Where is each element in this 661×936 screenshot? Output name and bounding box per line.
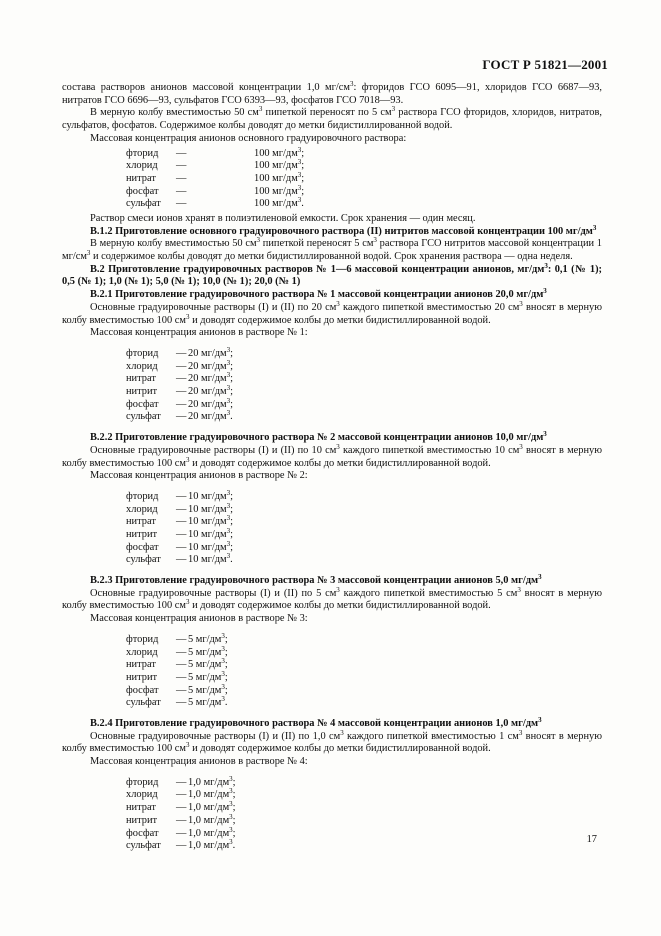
- concentration-value: 5 $мг/дм^3$;: [188, 631, 228, 645]
- anion-name: сульфат: [126, 411, 161, 423]
- list-item: [126, 669, 602, 685]
- concentration-value: 100 $мг/дм^3$;: [254, 158, 305, 172]
- concentration-list: [126, 345, 602, 424]
- concentration-value: 1,0 $мг/дм^3$;: [188, 812, 236, 826]
- anion-name: нитрит: [126, 528, 158, 540]
- anion-name: фосфат: [126, 827, 159, 839]
- dash: —: [176, 411, 187, 423]
- anion-name: сульфат: [126, 840, 161, 852]
- list-item: [126, 516, 602, 529]
- dash: —: [176, 160, 187, 172]
- dash: —: [176, 490, 187, 502]
- document-header: ГОСТ Р 51821—2001: [482, 57, 608, 72]
- list-item: [126, 526, 602, 542]
- anion-name: фосфат: [126, 398, 159, 410]
- section-heading: В.2 Приготовление градуировочных растворов № 1—6 массовой концентрации анионов, $мг/дм^3$: 0,1 (№ 1); 0,5 (№ 1); 1,0 (№ 1); 5,0 (№ 1); 10,0 (№ 1); 20,0 (№ 1): [62, 261, 602, 288]
- concentration-value: 10 $мг/дм^3$;: [188, 514, 233, 528]
- list-item: [126, 697, 602, 710]
- paragraph: Основные градуировочные растворы (I) и (II) по 20 $см^3$ каждого пипеткой вместимостью 20 $см^3$ вносят в мерную колбу вместимостью 100 $см^3$ и доводят содержимое колбы до метки бидистиллированной водой.: [62, 299, 602, 326]
- dash: —: [176, 659, 187, 671]
- list-item: [126, 644, 602, 660]
- list-item: [126, 411, 602, 424]
- dash: —: [176, 554, 187, 566]
- dash: —: [176, 541, 187, 553]
- section-heading: В.2.4 Приготовление градуировочного раствора № 4 массовой концентрации анионов 1,0 $мг/дм^3$: [90, 715, 542, 729]
- concentration-value: 1,0 $мг/дм^3$;: [188, 787, 236, 801]
- paragraph: Раствор смеси ионов хранят в полиэтиленовой емкости. Срок хранения — один месяц.: [90, 212, 476, 224]
- anion-name: фторид: [126, 147, 159, 159]
- concentration-value: 1,0 $мг/дм^3$;: [188, 800, 236, 814]
- dash: —: [176, 789, 187, 801]
- list-item: [126, 554, 602, 567]
- anion-name: фторид: [126, 776, 159, 788]
- dash: —: [176, 633, 187, 645]
- page-number: 17: [586, 834, 597, 845]
- list-item: [126, 631, 602, 647]
- list-item: [126, 789, 602, 802]
- concentration-value: 1,0 $мг/дм^3$;: [188, 825, 236, 839]
- anion-name: фторид: [126, 347, 159, 359]
- dash: —: [176, 776, 187, 788]
- paragraph: Основные градуировочные растворы (I) и (II) по 5 $см^3$ каждого пипеткой вместимостью 5 $см^3$ вносят в мерную колбу вместимостью 100 $см^3$ и доводят содержимое колбы до метки бидистиллированной водой.: [62, 585, 602, 612]
- dash: —: [176, 347, 187, 359]
- list-item: [126, 840, 602, 853]
- dash: —: [176, 827, 187, 839]
- anion-name: нитрат: [126, 659, 156, 671]
- concentration-value: 10 $мг/дм^3$.: [188, 552, 233, 566]
- paragraph: Массовая концентрация анионов в растворе № 4:: [90, 756, 308, 768]
- anion-name: нитрат: [126, 373, 156, 385]
- concentration-value: 10 $мг/дм^3$;: [188, 526, 233, 540]
- concentration-value: 100 $мг/дм^3$;: [254, 183, 305, 197]
- section-heading: В.1.2 Приготовление основного градуировочного раствора (II) нитритов массовой концентрации 100 $мг/дм^3$: [90, 223, 597, 237]
- concentration-value: 20 $мг/дм^3$;: [188, 384, 233, 398]
- list-item: [126, 345, 602, 361]
- anion-name: фосфат: [126, 684, 159, 696]
- concentration-value: 20 $мг/дм^3$;: [188, 345, 233, 359]
- list-item: [126, 170, 602, 186]
- list-item: [126, 825, 602, 841]
- anion-name: сульфат: [126, 198, 161, 210]
- paragraph: Массовая концентрация анионов основного градуировочного раствора:: [90, 132, 407, 144]
- anion-name: фторид: [126, 490, 159, 502]
- dash: —: [176, 684, 187, 696]
- concentration-value: 1,0 $мг/дм^3$.: [188, 838, 236, 852]
- paragraph: Основные градуировочные растворы (I) и (II) по 1,0 $см^3$ каждого пипеткой вместимостью 1 $см^3$ вносят в мерную колбу вместимостью 100 $см^3$ и доводят содержимое колбы до метки бидистиллированной водой.: [62, 728, 603, 755]
- paragraph: Основные градуировочные растворы (I) и (II) по 10 $см^3$ каждого пипеткой вместимостью 10 $см^3$ вносят в мерную колбу вместимостью 100 $см^3$ и доводят содержимое колбы до метки бидистиллированной водой.: [62, 442, 602, 469]
- concentration-list: [126, 774, 602, 853]
- concentration-value: 20 $мг/дм^3$;: [188, 371, 233, 385]
- concentration-value: 5 $мг/дм^3$;: [188, 644, 228, 658]
- dash: —: [176, 360, 187, 372]
- concentration-value: 10 $мг/дм^3$;: [188, 488, 233, 502]
- anion-name: сульфат: [126, 697, 161, 709]
- dash: —: [176, 172, 187, 184]
- list-item: [126, 358, 602, 374]
- anion-name: хлорид: [126, 646, 158, 658]
- list-item: [126, 774, 602, 790]
- anion-name: фосфат: [126, 185, 159, 197]
- list-item: [126, 488, 602, 504]
- concentration-value: 5 $мг/дм^3$;: [188, 682, 228, 696]
- list-item: [126, 501, 602, 517]
- concentration-value: 100 $мг/дм^3$;: [254, 170, 305, 184]
- section-heading: В.2.1 Приготовление градуировочного раствора № 1 массовой концентрации анионов 20,0 $мг/дм^3$: [90, 287, 547, 301]
- dash: —: [176, 147, 187, 159]
- list-item: [126, 386, 602, 399]
- dash: —: [176, 646, 187, 658]
- paragraph: В мерную колбу вместимостью 50 $см^3$ пипеткой переносят по 5 $см^3$ раствора ГСО фторидов, хлоридов, нитратов, сульфатов, фосфатов. Содержимое колбы доводят до метки бидистиллированной водой.: [62, 105, 602, 132]
- concentration-list: [126, 631, 602, 710]
- dash: —: [176, 185, 187, 197]
- concentration-value: 1,0 $мг/дм^3$;: [188, 774, 236, 788]
- dash: —: [176, 373, 187, 385]
- list-item: [126, 183, 602, 199]
- concentration-value: 20 $мг/дм^3$;: [188, 358, 233, 372]
- list-item: [126, 659, 602, 672]
- anion-name: хлорид: [126, 789, 158, 801]
- anion-name: нитрат: [126, 516, 156, 528]
- anion-name: фосфат: [126, 541, 159, 553]
- anion-name: нитрат: [126, 802, 156, 814]
- list-item: [126, 802, 602, 815]
- list-item: [126, 145, 602, 161]
- list-item: [126, 682, 602, 698]
- dash: —: [176, 528, 187, 540]
- dash: —: [176, 516, 187, 528]
- anion-name: нитрит: [126, 814, 158, 826]
- list-item: [126, 198, 602, 211]
- anion-name: нитрат: [126, 172, 156, 184]
- anion-name: хлорид: [126, 360, 158, 372]
- dash: —: [176, 398, 187, 410]
- list-item: [126, 160, 602, 173]
- dash: —: [176, 814, 187, 826]
- concentration-value: 20 $мг/дм^3$;: [188, 396, 233, 410]
- anion-name: хлорид: [126, 160, 158, 172]
- concentration-value: 20 $мг/дм^3$.: [188, 409, 233, 423]
- dash: —: [176, 503, 187, 515]
- dash: —: [176, 840, 187, 852]
- concentration-value: 100 $мг/дм^3$;: [254, 145, 305, 159]
- paragraph: состава растворов анионов массовой концентрации 1,0 $мг/см^3$: фторидов ГСО 6095—91, хлоридов ГСО 6687—93, нитратов ГСО 6696—93, сульфатов ГСО 6393—93, фосфатов ГСО 7018—93.: [62, 80, 602, 106]
- concentration-list: [126, 488, 602, 567]
- anion-name: фторид: [126, 633, 159, 645]
- concentration-value: 10 $мг/дм^3$;: [188, 501, 233, 515]
- anion-name: нитрит: [126, 671, 158, 683]
- anion-name: нитрит: [126, 386, 158, 398]
- anion-name: сульфат: [126, 554, 161, 566]
- dash: —: [176, 671, 187, 683]
- dash: —: [176, 697, 187, 709]
- dash: —: [176, 198, 187, 210]
- list-item: [126, 396, 602, 412]
- concentration-list: [126, 145, 602, 211]
- section-heading: В.2.2 Приготовление градуировочного раствора № 2 массовой концентрации анионов 10,0 $мг/дм^3$: [90, 430, 547, 444]
- concentration-value: 100 $мг/дм^3$.: [254, 196, 304, 210]
- dash: —: [176, 386, 187, 398]
- anion-name: хлорид: [126, 503, 158, 515]
- list-item: [126, 373, 602, 386]
- document-body: [62, 82, 602, 855]
- paragraph: Массовая концентрация анионов в растворе № 1:: [90, 327, 308, 339]
- paragraph: Массовая концентрация анионов в растворе № 2:: [90, 470, 308, 482]
- concentration-value: 5 $мг/дм^3$;: [188, 657, 228, 671]
- paragraph: Массовая концентрация анионов в растворе № 3:: [90, 613, 308, 625]
- concentration-value: 5 $мг/дм^3$;: [188, 669, 228, 683]
- list-item: [126, 812, 602, 828]
- concentration-value: 10 $мг/дм^3$;: [188, 539, 233, 553]
- dash: —: [176, 802, 187, 814]
- paragraph: В мерную колбу вместимостью 50 $см^3$ пипеткой переносят 5 $см^3$ раствора ГСО нитритов массовой концентрации 1 $мг/см^3$ и содержимое колбы доводят до метки бидистиллированной водой. Срок хранения раствора — одна неделя.: [62, 236, 602, 263]
- section-heading: В.2.3 Приготовление градуировочного раствора № 3 массовой концентрации анионов 5,0 $мг/дм^3$: [90, 573, 542, 587]
- concentration-value: 5 $мг/дм^3$.: [188, 695, 228, 709]
- list-item: [126, 539, 602, 555]
